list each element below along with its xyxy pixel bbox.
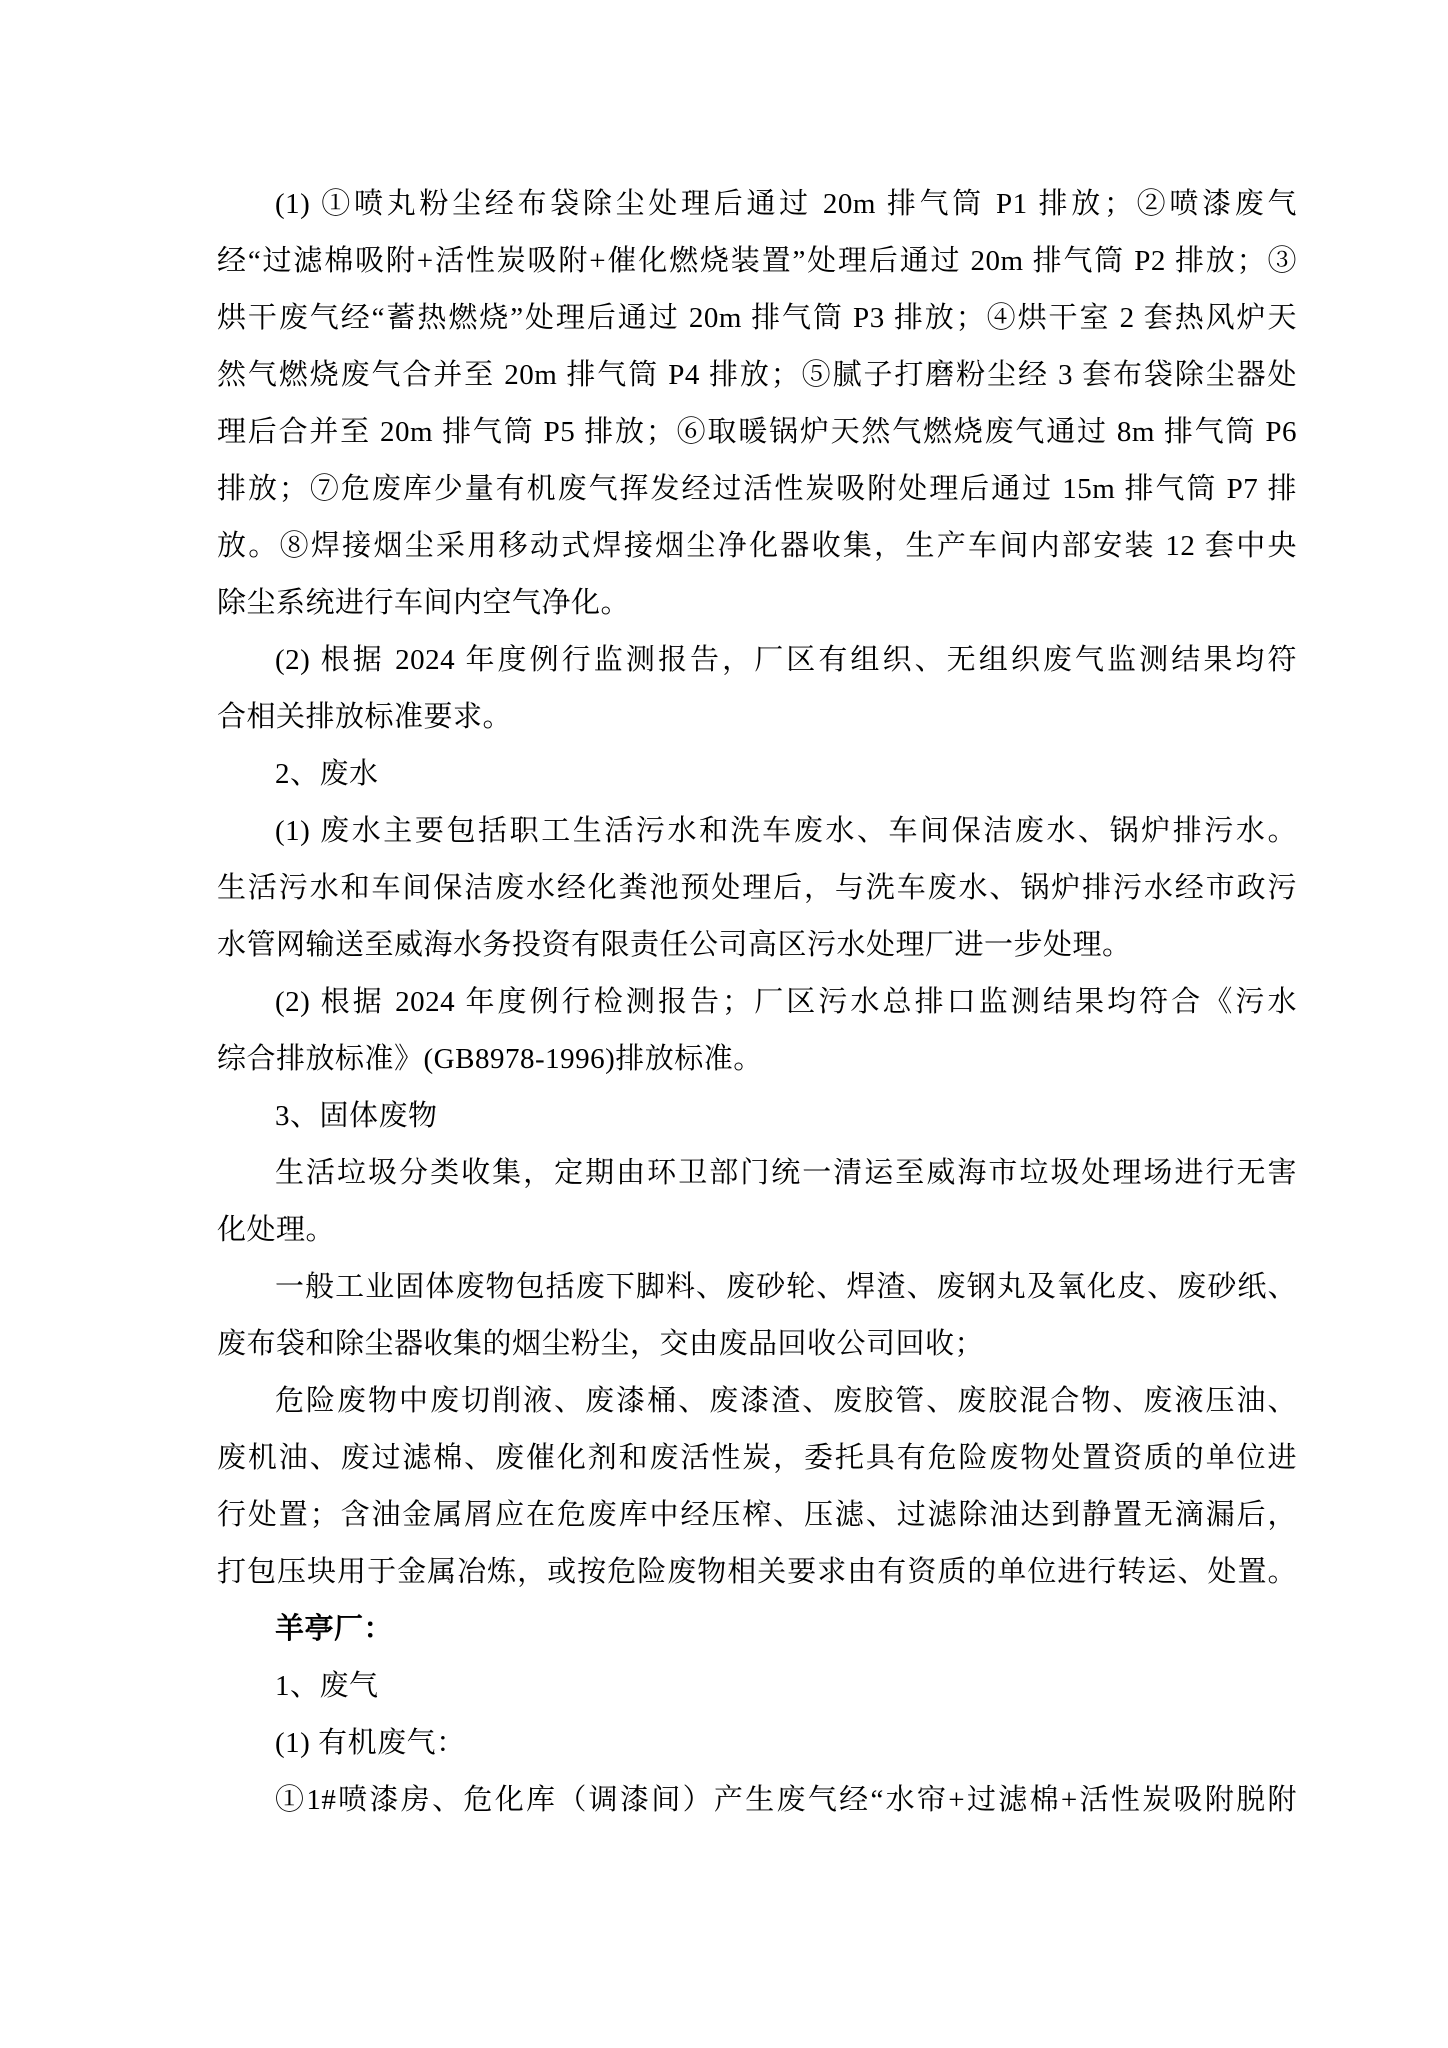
para-general-industrial-solid-waste: [217, 1259, 1297, 1373]
text-line: 羊亭厂：: [275, 1613, 394, 1645]
text-line: 打包压块用于金属冶炼，或按危险废物相关要求由有资质的单位进行转运、处置。: [217, 1556, 1297, 1588]
heading-wastewater: [217, 746, 1297, 803]
text-line: 排放；⑦危废库少量有机废气挥发经过活性炭吸附处理后通过 15m 排气筒 P7 排: [217, 473, 1297, 505]
heading-solid-waste: [217, 1088, 1297, 1145]
text-line: 生活污水和车间保洁废水经化粪池预处理后，与洗车废水、锅炉排污水经市政污: [217, 872, 1297, 904]
text-line: (1) 废水主要包括职工生活污水和洗车废水、车间保洁废水、锅炉排污水。: [275, 815, 1297, 847]
text-line: 3、固体废物: [275, 1100, 438, 1132]
text-line: 化处理。: [217, 1214, 336, 1246]
text-line: 综合排放标准》(GB8978-1996)排放标准。: [217, 1043, 763, 1075]
text-line: 废机油、废过滤棉、废催化剂和废活性炭，委托具有危险废物处置资质的单位进: [217, 1442, 1297, 1474]
text-line: 危险废物中废切削液、废漆桶、废漆渣、废胶管、废胶混合物、废液压油、: [275, 1385, 1297, 1417]
text-line: 放。⑧焊接烟尘采用移动式焊接烟尘净化器收集，生产车间内部安装 12 套中央: [217, 530, 1297, 562]
para-exhaust-monitoring-2024: [217, 632, 1297, 746]
text-line: 然气燃烧废气合并至 20m 排气筒 P4 排放；⑤腻子打磨粉尘经 3 套布袋除尘器处: [217, 359, 1297, 391]
text-line: 合相关排放标准要求。: [217, 701, 513, 733]
para-domestic-garbage: [217, 1145, 1297, 1259]
heading-exhaust-gas: [217, 1658, 1297, 1715]
text-line: 烘干废气经“蓄热燃烧”处理后通过 20m 排气筒 P3 排放；④烘干室 2 套热风炉天: [217, 302, 1297, 334]
text-line: 行处置；含油金属屑应在危废库中经压榨、压滤、过滤除油达到静置无滴漏后，: [217, 1499, 1297, 1531]
text-line: (1) ①喷丸粉尘经布袋除尘处理后通过 20m 排气筒 P1 排放；②喷漆废气: [275, 188, 1297, 220]
para-exhaust-gas-measures: [217, 176, 1297, 632]
heading-yangting-plant: [217, 1601, 1297, 1658]
text-line: ①1#喷漆房、危化库（调漆间）产生废气经“水帘+过滤棉+活性炭吸附脱附: [275, 1784, 1297, 1816]
text-line: 经“过滤棉吸附+活性炭吸附+催化燃烧装置”处理后通过 20m 排气筒 P2 排放；③: [217, 245, 1297, 277]
text-line: 一般工业固体废物包括废下脚料、废砂轮、焊渣、废钢丸及氧化皮、废砂纸、: [275, 1271, 1297, 1303]
text-line: (2) 根据 2024 年度例行检测报告；厂区污水总排口监测结果均符合《污水: [275, 986, 1297, 1018]
text-line: 除尘系统进行车间内空气净化。: [217, 587, 631, 619]
para-organic-exhaust-label: [217, 1715, 1297, 1772]
document-body: [217, 176, 1297, 1829]
text-line: 理后合并至 20m 排气筒 P5 排放；⑥取暖锅炉天然气燃烧废气通过 8m 排气筒 P6: [217, 416, 1297, 448]
text-line: 废布袋和除尘器收集的烟尘粉尘，交由废品回收公司回收；: [217, 1328, 985, 1360]
text-line: 水管网输送至威海水务投资有限责任公司高区污水处理厂进一步处理。: [217, 929, 1132, 961]
text-line: 1、废气: [275, 1670, 379, 1702]
text-line: 2、废水: [275, 758, 379, 790]
text-line: 生活垃圾分类收集，定期由环卫部门统一清运至威海市垃圾处理场进行无害: [275, 1157, 1297, 1189]
text-line: (2) 根据 2024 年度例行监测报告，厂区有组织、无组织废气监测结果均符: [275, 644, 1297, 676]
para-hazardous-waste: [217, 1373, 1297, 1601]
para-wastewater-monitoring-2024: [217, 974, 1297, 1088]
text-line: (1) 有机废气：: [275, 1727, 466, 1759]
para-wastewater-sources: [217, 803, 1297, 974]
para-paint-booth-exhaust: [217, 1772, 1297, 1829]
